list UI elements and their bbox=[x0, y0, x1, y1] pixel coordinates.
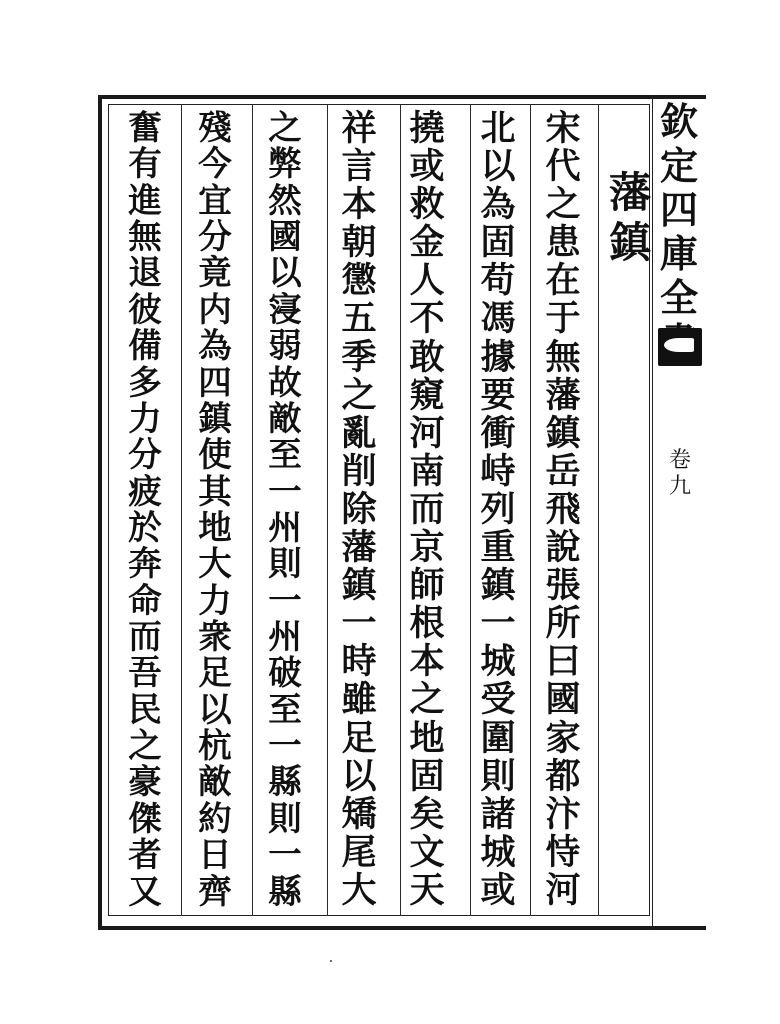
text-column bbox=[260, 110, 310, 910]
text-char: 杭 bbox=[198, 726, 232, 766]
text-char: 彼 bbox=[128, 289, 162, 329]
text-char: 敢 bbox=[409, 336, 445, 378]
text-char: 重 bbox=[480, 527, 516, 569]
text-char: 衝 bbox=[480, 412, 516, 454]
text-char: 代 bbox=[545, 146, 581, 188]
text-char: 要 bbox=[480, 374, 516, 416]
text-char: 一 bbox=[268, 835, 302, 875]
text-char: 天 bbox=[409, 869, 445, 911]
text-char: 敵 bbox=[268, 398, 302, 438]
text-char: 無 bbox=[545, 336, 581, 378]
text-char: 國 bbox=[545, 679, 581, 721]
text-char: 則 bbox=[268, 798, 302, 838]
column-rule bbox=[181, 104, 182, 916]
text-char: 日 bbox=[198, 835, 232, 875]
text-char: 或 bbox=[480, 869, 516, 911]
text-char: 者 bbox=[128, 835, 162, 875]
text-char: 四 bbox=[198, 362, 232, 402]
text-char: 而 bbox=[128, 617, 162, 657]
text-char: 力 bbox=[198, 580, 232, 620]
paper-speck bbox=[330, 960, 332, 962]
text-char: 雖 bbox=[341, 679, 377, 721]
text-char: 齊 bbox=[198, 871, 232, 911]
text-char: 分 bbox=[128, 435, 162, 475]
text-char: 其 bbox=[198, 471, 232, 511]
text-char: 為 bbox=[480, 184, 516, 226]
column-rule bbox=[252, 104, 253, 916]
margin-title-char: 四 bbox=[659, 187, 698, 232]
text-char: 縣 bbox=[268, 762, 302, 802]
text-char: 撓 bbox=[409, 108, 445, 149]
text-char: 力 bbox=[128, 398, 162, 438]
text-char: 以 bbox=[480, 146, 516, 188]
text-char: 今 bbox=[198, 144, 232, 184]
text-char: 足 bbox=[341, 717, 377, 759]
text-char: 宜 bbox=[198, 180, 232, 220]
text-char: 州 bbox=[268, 507, 302, 547]
text-char: 朝 bbox=[341, 222, 377, 264]
text-char: 故 bbox=[268, 362, 302, 402]
text-char: 人 bbox=[409, 260, 445, 302]
text-char: 本 bbox=[409, 641, 445, 683]
volume-char: 卷 bbox=[668, 448, 691, 473]
text-char: 懲 bbox=[341, 260, 377, 302]
text-char: 奮 bbox=[128, 108, 162, 147]
text-char: 疲 bbox=[128, 471, 162, 511]
text-char: 鎮 bbox=[545, 412, 581, 454]
margin-title-char: 全 bbox=[659, 275, 698, 320]
text-char: 鎮 bbox=[341, 565, 377, 607]
text-char: 至 bbox=[268, 435, 302, 475]
text-char: 進 bbox=[128, 180, 162, 220]
text-char: 患 bbox=[545, 222, 581, 264]
text-char: 藩 bbox=[545, 374, 581, 416]
text-char: 吾 bbox=[128, 653, 162, 693]
text-char: 竟 bbox=[198, 253, 232, 293]
text-char: 汴 bbox=[545, 793, 581, 835]
text-char: 宋 bbox=[545, 108, 581, 149]
text-char: 一 bbox=[341, 603, 377, 645]
volume-label bbox=[660, 448, 700, 500]
text-char: 岳 bbox=[545, 450, 581, 492]
text-column bbox=[190, 110, 240, 910]
text-char: 言 bbox=[341, 146, 377, 188]
text-char: 地 bbox=[409, 717, 445, 759]
text-char: 或 bbox=[409, 146, 445, 188]
text-char: 一 bbox=[268, 726, 302, 766]
text-char: 又 bbox=[128, 871, 162, 911]
text-char: 於 bbox=[128, 507, 162, 547]
text-char: 國 bbox=[268, 217, 302, 257]
text-char: 峙 bbox=[480, 450, 516, 492]
text-char: 都 bbox=[545, 755, 581, 797]
column-rule bbox=[598, 104, 599, 916]
text-char: 所 bbox=[545, 603, 581, 645]
text-char: 之 bbox=[268, 108, 302, 147]
text-char: 苟 bbox=[480, 260, 516, 302]
text-char: 師 bbox=[409, 565, 445, 607]
text-char: 藩 bbox=[341, 527, 377, 569]
text-char: 五 bbox=[341, 298, 377, 340]
text-char: 削 bbox=[341, 450, 377, 492]
text-char: 家 bbox=[545, 717, 581, 759]
text-char: 之 bbox=[341, 374, 377, 416]
text-char: 時 bbox=[341, 641, 377, 683]
text-column bbox=[538, 110, 588, 910]
text-char: 河 bbox=[545, 869, 581, 911]
text-char: 諸 bbox=[480, 793, 516, 835]
text-char: 南 bbox=[409, 450, 445, 492]
text-char: 地 bbox=[198, 507, 232, 547]
text-char: 亂 bbox=[341, 412, 377, 454]
text-char: 足 bbox=[198, 653, 232, 693]
text-char: 有 bbox=[128, 144, 162, 184]
text-char: 曰 bbox=[545, 641, 581, 683]
text-char: 恃 bbox=[545, 831, 581, 873]
text-char: 救 bbox=[409, 184, 445, 226]
text-char: 之 bbox=[545, 184, 581, 226]
text-char: 張 bbox=[545, 565, 581, 607]
text-char: 季 bbox=[341, 336, 377, 378]
column-rule bbox=[530, 104, 531, 916]
text-char: 固 bbox=[480, 222, 516, 264]
volume-char: 九 bbox=[668, 474, 691, 499]
text-char: 傑 bbox=[128, 798, 162, 838]
margin-title-char: 定 bbox=[659, 143, 698, 188]
text-char: 列 bbox=[480, 488, 516, 530]
text-char: 豪 bbox=[128, 762, 162, 802]
text-char: 據 bbox=[480, 336, 516, 378]
text-char: 一 bbox=[268, 471, 302, 511]
text-char: 敵 bbox=[198, 762, 232, 802]
text-char: 鎮 bbox=[480, 565, 516, 607]
text-char: 大 bbox=[341, 869, 377, 911]
text-char: 州 bbox=[268, 617, 302, 657]
text-char: 則 bbox=[268, 544, 302, 584]
margin-title-char: 欽 bbox=[659, 99, 698, 144]
section-title bbox=[608, 168, 652, 268]
text-char: 弱 bbox=[268, 326, 302, 366]
text-char: 飛 bbox=[545, 488, 581, 530]
text-char: 衆 bbox=[198, 617, 232, 657]
fish-tail-mark-icon bbox=[658, 328, 702, 366]
section-title-char: 鎮 bbox=[608, 218, 651, 267]
text-char: 分 bbox=[198, 217, 232, 257]
margin-title-char: 庫 bbox=[659, 231, 698, 276]
text-char: 退 bbox=[128, 253, 162, 293]
column-rule bbox=[327, 104, 328, 916]
text-char: 鎮 bbox=[198, 398, 232, 438]
text-char: 北 bbox=[480, 108, 516, 149]
text-char: 城 bbox=[480, 641, 516, 683]
text-char: 寖 bbox=[268, 289, 302, 329]
text-char: 馮 bbox=[480, 298, 516, 340]
text-char: 縣 bbox=[268, 871, 302, 911]
section-title-char: 藩 bbox=[608, 168, 651, 217]
column-rule bbox=[470, 104, 471, 916]
text-char: 至 bbox=[268, 689, 302, 729]
text-char: 以 bbox=[198, 689, 232, 729]
text-char: 除 bbox=[341, 488, 377, 530]
text-char: 破 bbox=[268, 653, 302, 693]
text-char: 文 bbox=[409, 831, 445, 873]
text-column bbox=[334, 110, 384, 910]
text-char: 在 bbox=[545, 260, 581, 302]
text-char: 本 bbox=[341, 184, 377, 226]
text-char: 無 bbox=[128, 217, 162, 257]
text-char: 殘 bbox=[198, 108, 232, 147]
text-char: 河 bbox=[409, 412, 445, 454]
text-char: 受 bbox=[480, 679, 516, 721]
text-char: 備 bbox=[128, 326, 162, 366]
text-char: 以 bbox=[341, 755, 377, 797]
text-char: 多 bbox=[128, 362, 162, 402]
text-char: 窺 bbox=[409, 374, 445, 416]
text-char: 大 bbox=[198, 544, 232, 584]
text-char: 于 bbox=[545, 298, 581, 340]
text-char: 矯 bbox=[341, 793, 377, 835]
text-char: 矣 bbox=[409, 793, 445, 835]
text-char: 使 bbox=[198, 435, 232, 475]
text-char: 民 bbox=[128, 689, 162, 729]
text-char: 祥 bbox=[341, 108, 377, 149]
text-char: 約 bbox=[198, 798, 232, 838]
text-char: 京 bbox=[409, 527, 445, 569]
text-char: 一 bbox=[480, 603, 516, 645]
text-char: 弊 bbox=[268, 144, 302, 184]
text-char: 以 bbox=[268, 253, 302, 293]
text-char: 之 bbox=[409, 679, 445, 721]
collection-title bbox=[656, 100, 702, 364]
text-char: 固 bbox=[409, 755, 445, 797]
text-char: 則 bbox=[480, 755, 516, 797]
text-column bbox=[120, 110, 170, 910]
text-char: 為 bbox=[198, 326, 232, 366]
text-char: 根 bbox=[409, 603, 445, 645]
text-char: 圍 bbox=[480, 717, 516, 759]
text-char: 城 bbox=[480, 831, 516, 873]
text-char: 一 bbox=[268, 580, 302, 620]
text-char: 尾 bbox=[341, 831, 377, 873]
text-char: 不 bbox=[409, 298, 445, 340]
text-char: 說 bbox=[545, 527, 581, 569]
text-char: 而 bbox=[409, 488, 445, 530]
text-char: 内 bbox=[198, 289, 232, 329]
text-column bbox=[402, 110, 452, 910]
text-column bbox=[473, 110, 523, 910]
text-char: 之 bbox=[128, 726, 162, 766]
text-char: 奔 bbox=[128, 544, 162, 584]
text-char: 然 bbox=[268, 180, 302, 220]
text-char: 命 bbox=[128, 580, 162, 620]
text-char: 金 bbox=[409, 222, 445, 264]
